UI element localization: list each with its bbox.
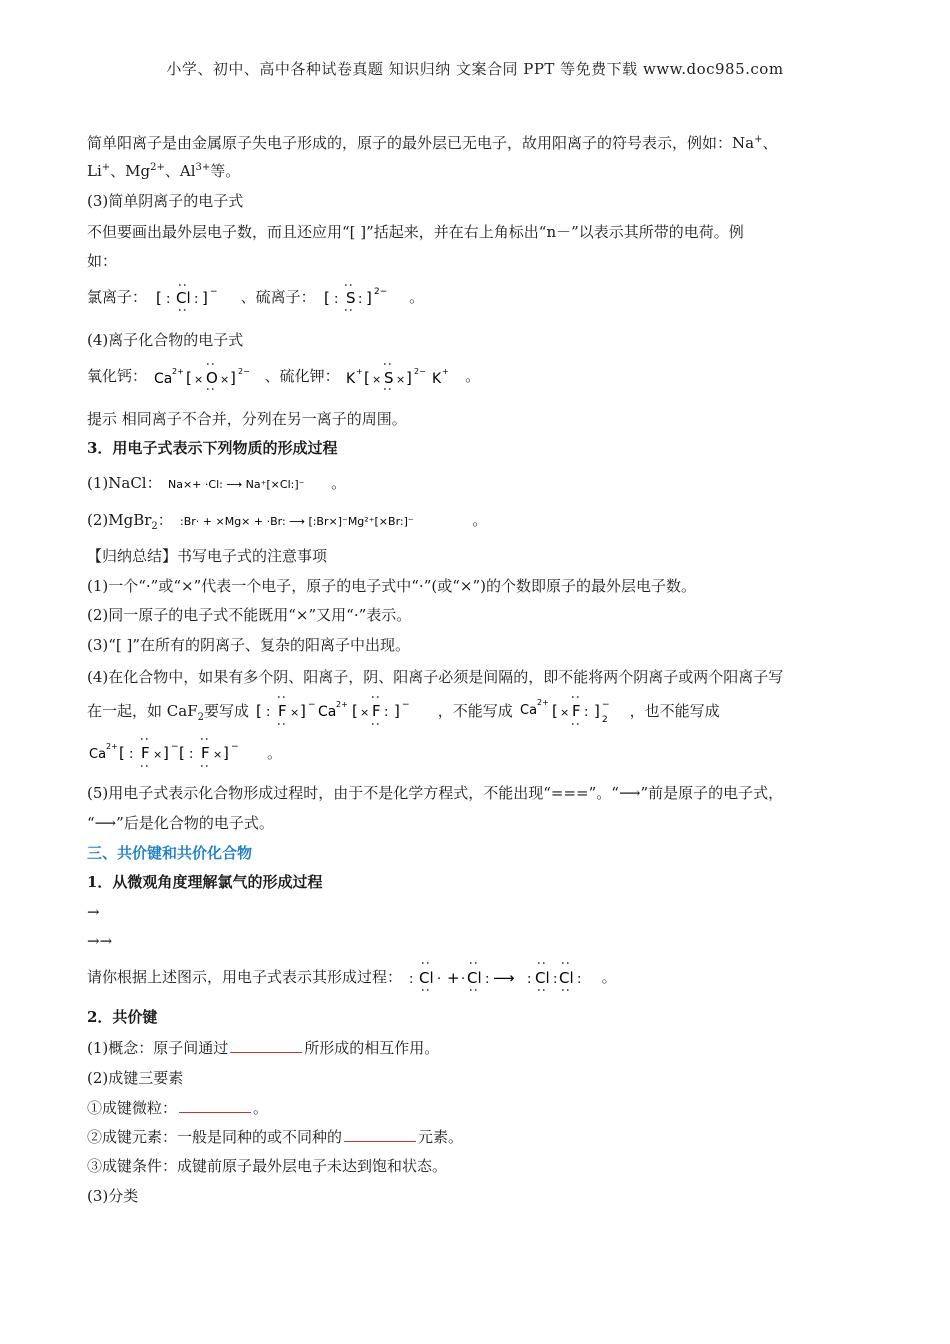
summary-title: 【归纳总结】书写电子式的注意事项 (87, 547, 328, 565)
dots: : (383, 705, 389, 720)
bracket: [ (119, 744, 125, 762)
dots: : (175, 308, 190, 313)
symbol: Ca (153, 371, 173, 387)
text: 、 (762, 134, 778, 152)
cl2-formation-formula (409, 957, 595, 999)
charge: 2− (414, 367, 427, 376)
bracket: [ (155, 289, 162, 307)
chlorine-process (87, 956, 617, 998)
tip: 提示 相同离子不合并，分列在另一离子的周围。 (87, 410, 407, 428)
para-anion-2: 如： (87, 252, 118, 270)
text: 。 (465, 367, 481, 385)
text: 、Al (164, 162, 196, 180)
charge: + (442, 367, 450, 376)
label: (2)MgBr (87, 511, 152, 529)
page-header: 小学、初中、高中各种试卷真题 知识归纳 文案合同 PPT 等免费下载 www.doc985.com (166, 60, 784, 78)
dots: : (408, 972, 414, 987)
charge: − (171, 742, 179, 752)
symbol: Cl (466, 969, 482, 987)
bracket: ] (593, 702, 600, 720)
plus: + (446, 969, 460, 987)
nacl-equation (168, 469, 324, 499)
text: 、Mg (110, 162, 151, 180)
symbol: Cl (534, 969, 550, 987)
superscript: + (101, 162, 111, 173)
nacl-process (87, 468, 346, 498)
text: 所形成的相互作用。 (304, 1039, 440, 1057)
symbol: F (371, 702, 381, 720)
arrow-line-1: → (87, 903, 100, 921)
dots: : (198, 764, 212, 769)
rule-3: (3)“[ ]”在所有的阴离子、复杂的阳离子中出现。 (87, 636, 411, 654)
dots: : (576, 972, 582, 987)
symbol: F (141, 744, 150, 762)
symbol: S (346, 289, 356, 307)
text: 。 (253, 1099, 269, 1117)
subscript: 2 (601, 715, 608, 725)
dots: : (189, 747, 194, 762)
text: 等。 (210, 162, 241, 180)
superscript: 3+ (195, 162, 211, 173)
caf2-wrong-formula-2 (89, 734, 265, 774)
rule-4c (87, 733, 282, 773)
covalent-bond-title: 2．共价键 (87, 1008, 158, 1026)
text: 简单阳离子是由金属原子失电子形成的，原子的最外层已无电子，故用阳离子的符号表示，例如：Na (87, 134, 755, 152)
caf2-wrong-formula-1 (520, 692, 628, 732)
text: 在一起，如 CaF (87, 702, 198, 720)
dots: : (129, 747, 134, 762)
electron: × (289, 706, 299, 719)
text: Li (87, 162, 102, 180)
text: ： (157, 511, 173, 529)
dots: : (274, 722, 289, 727)
dots: · (436, 972, 441, 987)
text: 。 (331, 474, 347, 492)
text: ，不能写成 (437, 702, 513, 720)
charge: − (209, 287, 218, 297)
equation-text: Na×+ ·Cl: ⟶ Na⁺[×Cl:]⁻ (168, 478, 305, 491)
dots: : (203, 387, 218, 392)
fill-blank-2[interactable] (179, 1098, 251, 1113)
dots: : (418, 988, 433, 993)
label: (1)NaCl： (87, 474, 162, 492)
dots: : (203, 362, 218, 367)
dots: : (368, 695, 383, 700)
bracket: ] (393, 702, 400, 720)
para-cation (87, 133, 777, 153)
charge: − (307, 700, 316, 710)
rule-5b: “⟶”后是化合物的电子式。 (87, 814, 274, 832)
dots: : (484, 972, 490, 987)
dots: : (138, 764, 152, 769)
text: ②成键元素：一般是同种的或不同种的 (87, 1128, 343, 1146)
label: 氧化钙： (87, 367, 148, 385)
dots: : (193, 292, 199, 307)
arrow: ⟶ (492, 969, 515, 987)
chloride-formula (154, 279, 234, 317)
dots: : (358, 292, 363, 307)
dots: : (198, 737, 212, 742)
symbol: Ca (89, 747, 107, 762)
electron: × (372, 373, 382, 386)
bracket: ] (163, 744, 169, 762)
caf2-correct-formula (256, 692, 436, 732)
symbol: Ca (519, 703, 537, 718)
symbol: F (201, 744, 210, 762)
electron: × (559, 706, 569, 719)
mgbr2-equation (180, 506, 466, 536)
bracket: ] (229, 369, 236, 387)
three-elements-title: (2)成键三要素 (87, 1069, 184, 1087)
label: 氯离子： (87, 288, 148, 306)
symbol: Cl (418, 969, 434, 987)
charge: − (401, 700, 410, 710)
chlorine-title: 1．从微观角度理解氯气的形成过程 (87, 873, 323, 891)
charge: + (356, 367, 364, 376)
charge: 2− (237, 367, 250, 376)
text: ，也不能写成 (629, 702, 720, 720)
charge: 2+ (335, 700, 348, 709)
question-3-title: 3．用电子式表示下列物质的形成过程 (87, 439, 338, 457)
rule-5a: (5)用电子式表示化合物形成过程时，由于不是化学方程式，不能出现“===”。“⟶”前是原子的电子式， (87, 784, 784, 802)
section-3-title: 三、共价键和共价化合物 (87, 844, 253, 862)
rule-4b (87, 691, 720, 731)
cao-formula (154, 357, 258, 397)
bracket: [ (179, 744, 185, 762)
bracket: [ (324, 289, 331, 307)
dots: : (342, 283, 357, 288)
label: 、硫离子： (240, 288, 316, 306)
text: (1)概念：原子间通过 (87, 1039, 229, 1057)
electron: × (193, 373, 204, 386)
bracket: ] (223, 744, 229, 762)
dots: : (583, 705, 588, 720)
bracket: ] (201, 289, 208, 307)
charge: − (231, 742, 239, 752)
element-2 (87, 1127, 463, 1147)
text: 。 (472, 511, 488, 529)
bracket: ] (299, 702, 306, 720)
dots: : (334, 292, 339, 307)
concept-line (87, 1038, 439, 1058)
text: 。 (601, 968, 617, 986)
rule-2: (2)同一原子的电子式不能既用“×”又用“·”表示。 (87, 606, 412, 624)
dots: : (568, 722, 583, 727)
symbol: F (571, 702, 581, 720)
dots: : (138, 737, 152, 742)
para-anion: 不但要画出最外层电子数，而且还应用“[ ]”括起来，并在右上角标出“n－”以表示其所带的电荷。例 (87, 223, 744, 241)
bracket: [ (255, 702, 262, 720)
ionic-examples (87, 356, 480, 396)
dots: : (534, 961, 549, 966)
symbol: Cl (558, 969, 574, 987)
dots: : (534, 988, 549, 993)
symbol: Cl (175, 289, 191, 307)
dots: : (466, 988, 481, 993)
dots: : (418, 961, 433, 966)
electron: × (359, 706, 369, 719)
dots: : (558, 961, 573, 966)
symbol: S (384, 369, 394, 387)
label: 、硫化钾： (264, 367, 340, 385)
equation-text: :Br· + ×Mg× + ·Br: ⟶ [:Br×]⁻Mg²⁺[×Br:]⁻ (179, 515, 414, 528)
dots: : (552, 972, 558, 987)
section-title-ionic: (4)离子化合物的电子式 (87, 331, 244, 349)
dots: : (165, 292, 171, 307)
subscript: 2 (151, 521, 158, 532)
dots: : (265, 705, 271, 720)
section-title-anion: (3)简单阴离子的电子式 (87, 192, 244, 210)
charge: 2+ (171, 367, 184, 376)
bracket: [ (551, 702, 558, 720)
text: 要写成 (203, 702, 249, 720)
dots: : (568, 695, 583, 700)
superscript: + (754, 134, 763, 145)
dots: : (274, 695, 289, 700)
text: 元素。 (418, 1128, 464, 1146)
fill-blank-3[interactable] (344, 1127, 416, 1142)
text: 。 (267, 744, 283, 762)
label: 请你根据上述图示，用电子式表示其形成过程： (87, 968, 403, 986)
element-3: ③成键条件：成键前原子最外层电子未达到饱和状态。 (87, 1157, 448, 1175)
anion-examples (87, 278, 424, 316)
charge: 2+ (536, 698, 549, 707)
para-cation-2 (87, 161, 240, 181)
dots: · (460, 972, 465, 987)
dots: : (381, 387, 396, 392)
dots: : (175, 283, 190, 288)
rule-1: (1)一个“·”或“×”代表一个电子，原子的电子式中“·”(或“×”)的个数即原子的最外层电子数。 (87, 577, 696, 595)
electron: × (219, 373, 230, 386)
dots: : (381, 362, 396, 367)
bracket: [ (364, 369, 371, 387)
charge: 2− (374, 287, 388, 297)
dots: : (558, 988, 573, 993)
bracket: ] (366, 289, 373, 307)
dots: : (368, 722, 383, 727)
arrow-line-2: →→ (87, 932, 113, 950)
text: ①成键微粒： (87, 1099, 178, 1117)
electron: × (153, 748, 163, 761)
k2s-formula (346, 357, 458, 397)
dots: : (466, 961, 481, 966)
symbol: O (205, 369, 218, 387)
sulfide-formula (322, 279, 402, 317)
charge: − (601, 700, 610, 710)
symbol: K (346, 371, 356, 387)
electron: × (396, 373, 406, 386)
superscript: 2+ (150, 162, 165, 173)
rule-4a: (4)在化合物中，如果有多个阴、阳离子，阴、阳离子必须是间隔的，即不能将两个阴离子或两个阳离子写 (87, 668, 784, 686)
element-1 (87, 1098, 268, 1118)
text: 。 (409, 288, 425, 306)
fill-blank-1[interactable] (230, 1038, 302, 1053)
bracket: [ (351, 702, 358, 720)
electron: × (213, 748, 223, 761)
symbol: F (277, 702, 287, 720)
symbol: Ca (317, 704, 337, 720)
mgbr2-process (87, 505, 487, 535)
dots: : (342, 308, 357, 313)
classification-title: (3)分类 (87, 1187, 139, 1205)
bracket: [ (185, 369, 192, 387)
subscript: 2 (197, 712, 204, 723)
bracket: ] (406, 369, 413, 387)
charge: 2+ (106, 742, 118, 751)
dots: : (526, 972, 532, 987)
symbol: K (432, 371, 442, 387)
